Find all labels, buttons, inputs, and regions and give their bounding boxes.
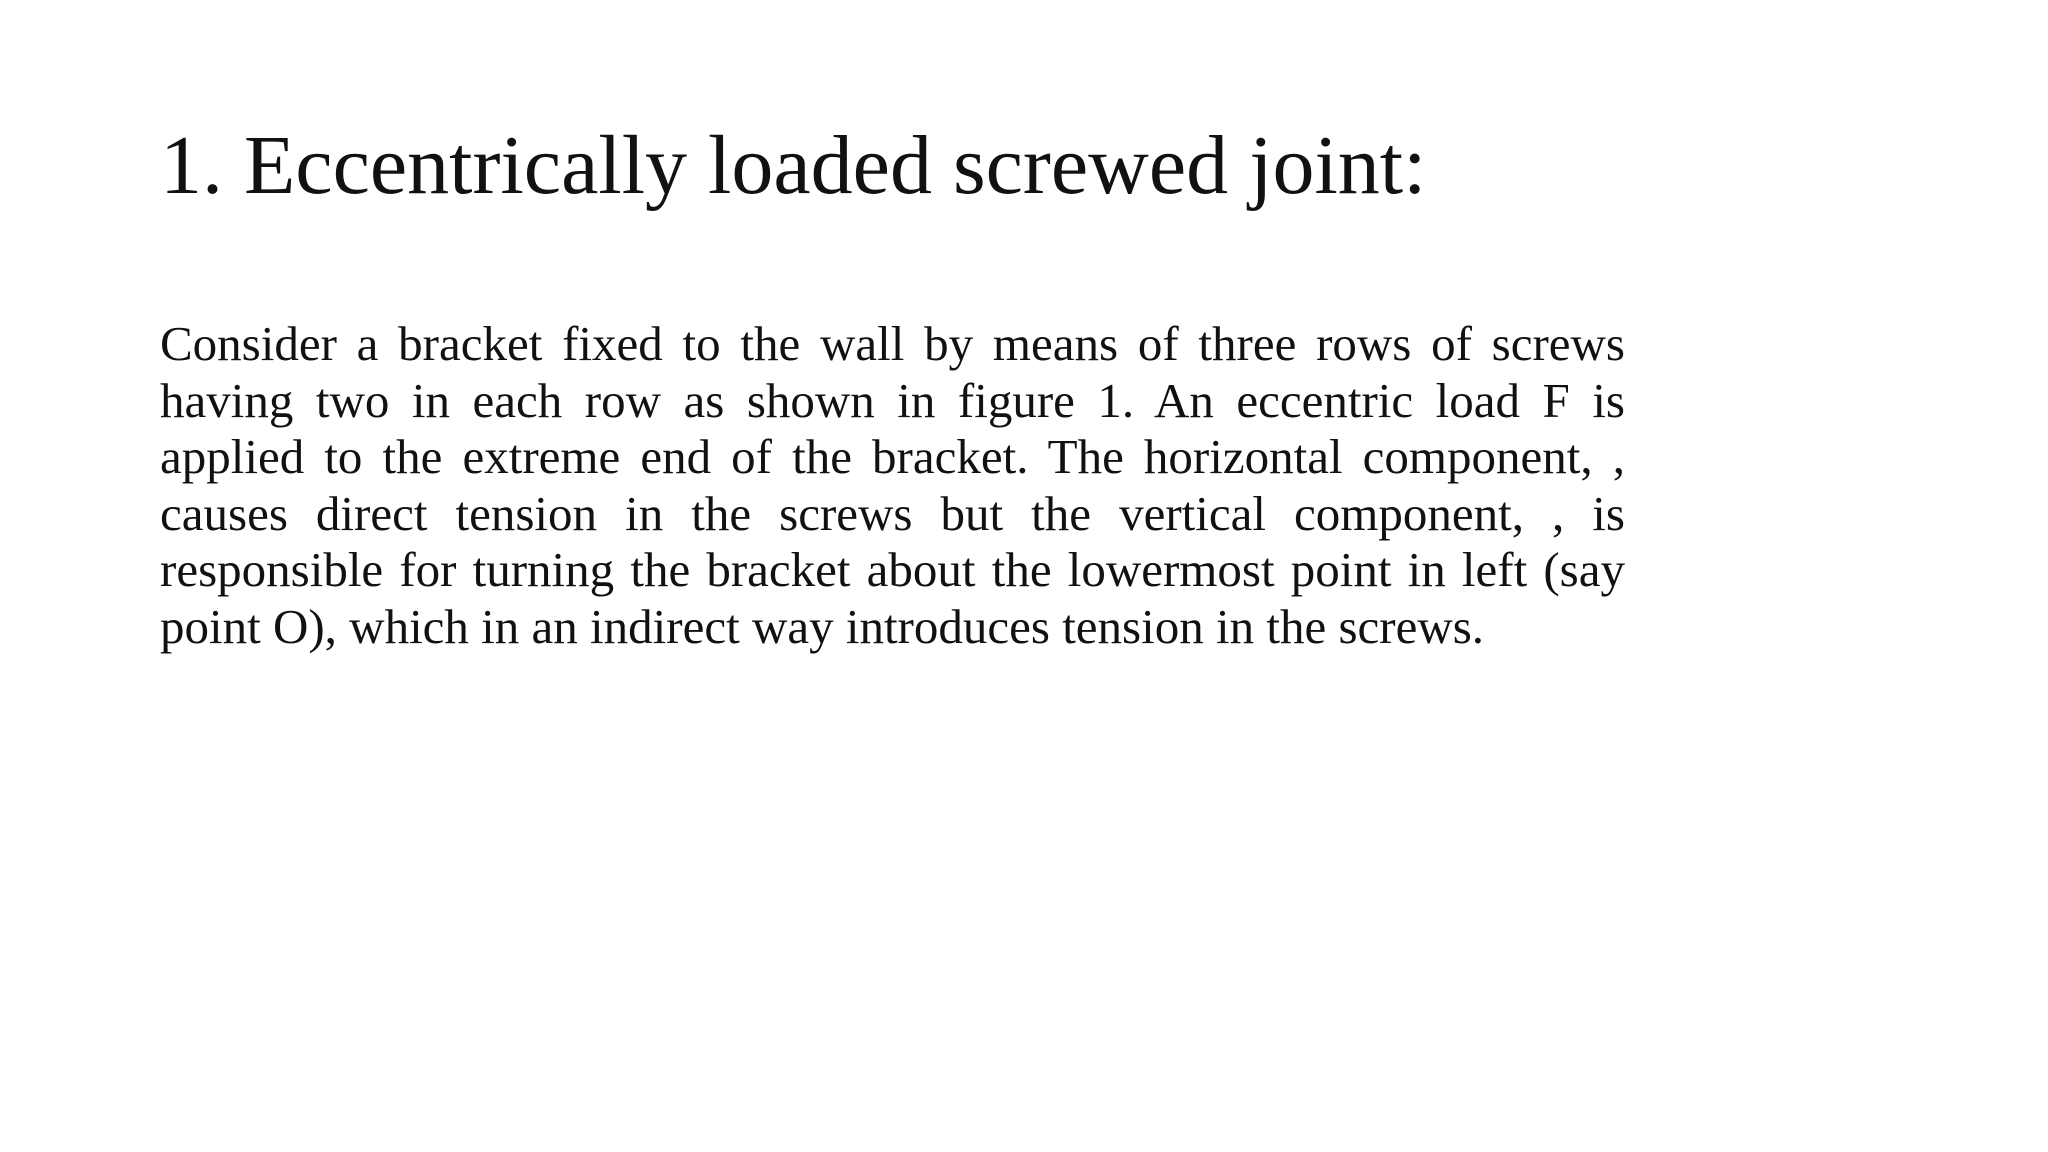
slide-body-text: Consider a bracket fixed to the wall by means of three rows of screws having two in each row as shown in figure 1. An eccentric load F is applied to the extreme end of the bracket. The horizontal component, , causes direct tension in the screws but the vertical component, , is responsible for turning the bracket about the lowermost point in left (say point O), which in an indirect way introduces tension in the screws. [160,316,1625,654]
slide-title: 1. Eccentrically loaded screwed joint: [160,119,1427,212]
